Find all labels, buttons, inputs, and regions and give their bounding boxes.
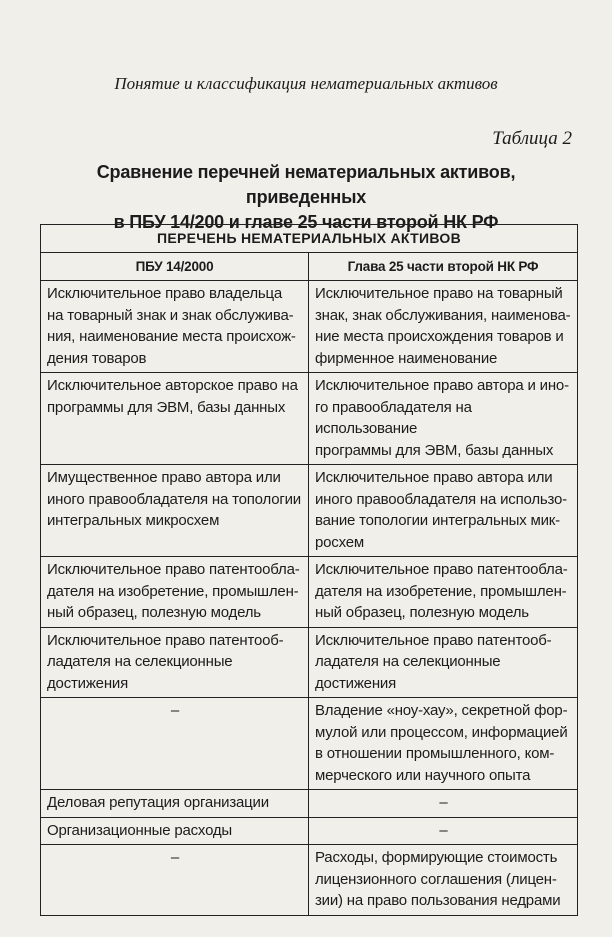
- table-row: [41, 557, 578, 628]
- cell-text: Расходы, формирующие стоимость лицензионного соглашения (лицен- зии) на право пользования недрами: [315, 849, 561, 909]
- cell-text: –: [439, 821, 448, 839]
- cell-text: –: [170, 702, 180, 719]
- table-cell-left: [41, 465, 309, 557]
- table-cell-right: [309, 465, 578, 557]
- table-cell-right: [309, 817, 578, 845]
- table-title-line-2: в ПБУ 14/200 и главе 25 части второй НК РФ: [113, 212, 499, 232]
- table-header: ПЕРЕЧЕНЬ НЕМАТЕРИАЛЬНЫХ АКТИВОВ: [41, 225, 578, 253]
- cell-text: Исключительное право владельца на товарный знак и знак обслужива- ния, наименование места происхож- дения товаров: [47, 285, 296, 367]
- table-row: [41, 281, 578, 373]
- table-row: [41, 627, 578, 698]
- table-cell-left: [41, 281, 309, 373]
- table-cell-right: [309, 557, 578, 628]
- table-cell-right: [309, 281, 578, 373]
- cell-text: –: [439, 794, 448, 811]
- table-cell-right: [309, 698, 578, 790]
- cell-text: Деловая репутация организации: [47, 794, 269, 811]
- cell-text: Исключительное право на товарный знак, знак обслуживания, наименова- ние места происхождения товаров и фирменное наименование: [315, 285, 571, 367]
- table-cell-left: [41, 557, 309, 628]
- table-body: [41, 281, 578, 916]
- cell-text: Исключительное право патентооб- ладателя на селекционные достижения: [315, 631, 552, 692]
- cell-text: Организационные расходы: [47, 821, 233, 839]
- table-cell-left: [41, 698, 309, 790]
- table-label: Таблица 2: [492, 128, 572, 149]
- table-cell-right: [309, 845, 578, 916]
- table-cell-left: [41, 373, 309, 465]
- table-cell-left: [41, 790, 309, 818]
- table-cell-right: [309, 373, 578, 465]
- table-row: [41, 698, 578, 790]
- table-cell-right: [309, 790, 578, 818]
- cell-text: Исключительное право патентообла- дателя на изобретение, промышлен- ный образец, полезную модель: [47, 561, 300, 621]
- table-row: [41, 790, 578, 818]
- comparison-table: [40, 224, 578, 916]
- running-head: Понятие и классификация нематериальных активов: [114, 74, 498, 93]
- table-row: [41, 817, 578, 845]
- cell-text: Владение «ноу-хау», секретной фор- мулой или процессом, информацией в отношении промышленного, ком- мерческого или научного опыта: [315, 702, 568, 784]
- cell-text: Исключительное право патентооб- ладателя на селекционные достижения: [47, 631, 284, 692]
- table-row: [41, 373, 578, 465]
- table-cell-left: [41, 817, 309, 845]
- cell-text: Исключительное право автора или иного правообладателя на использо- вание топологии интегральных мик- росхем: [315, 469, 567, 551]
- table-title-line-1: Сравнение перечней нематериальных активов, приведенных: [96, 162, 516, 207]
- table-cell-right: [309, 627, 578, 698]
- table-row: [41, 465, 578, 557]
- table-cell-left: [41, 627, 309, 698]
- column-header-right: Глава 25 части второй НК РФ: [309, 252, 578, 281]
- table-row: [41, 845, 578, 916]
- table-cell-left: [41, 845, 309, 916]
- cell-text: Имущественное право автора или иного правообладателя на топологии интегральных микросхем: [47, 469, 301, 529]
- column-header-left: ПБУ 14/2000: [41, 252, 309, 281]
- cell-text: Исключительное право патентообла- дателя на изобретение, промышлен- ный образец, полезную модель: [315, 561, 568, 621]
- cell-text: –: [170, 849, 180, 866]
- cell-text: Исключительное авторское право на программы для ЭВМ, базы данных: [47, 377, 298, 416]
- cell-text: Исключительное право автора и ино- го правообладателя на использование программы для ЭВМ, базы данных: [315, 377, 569, 459]
